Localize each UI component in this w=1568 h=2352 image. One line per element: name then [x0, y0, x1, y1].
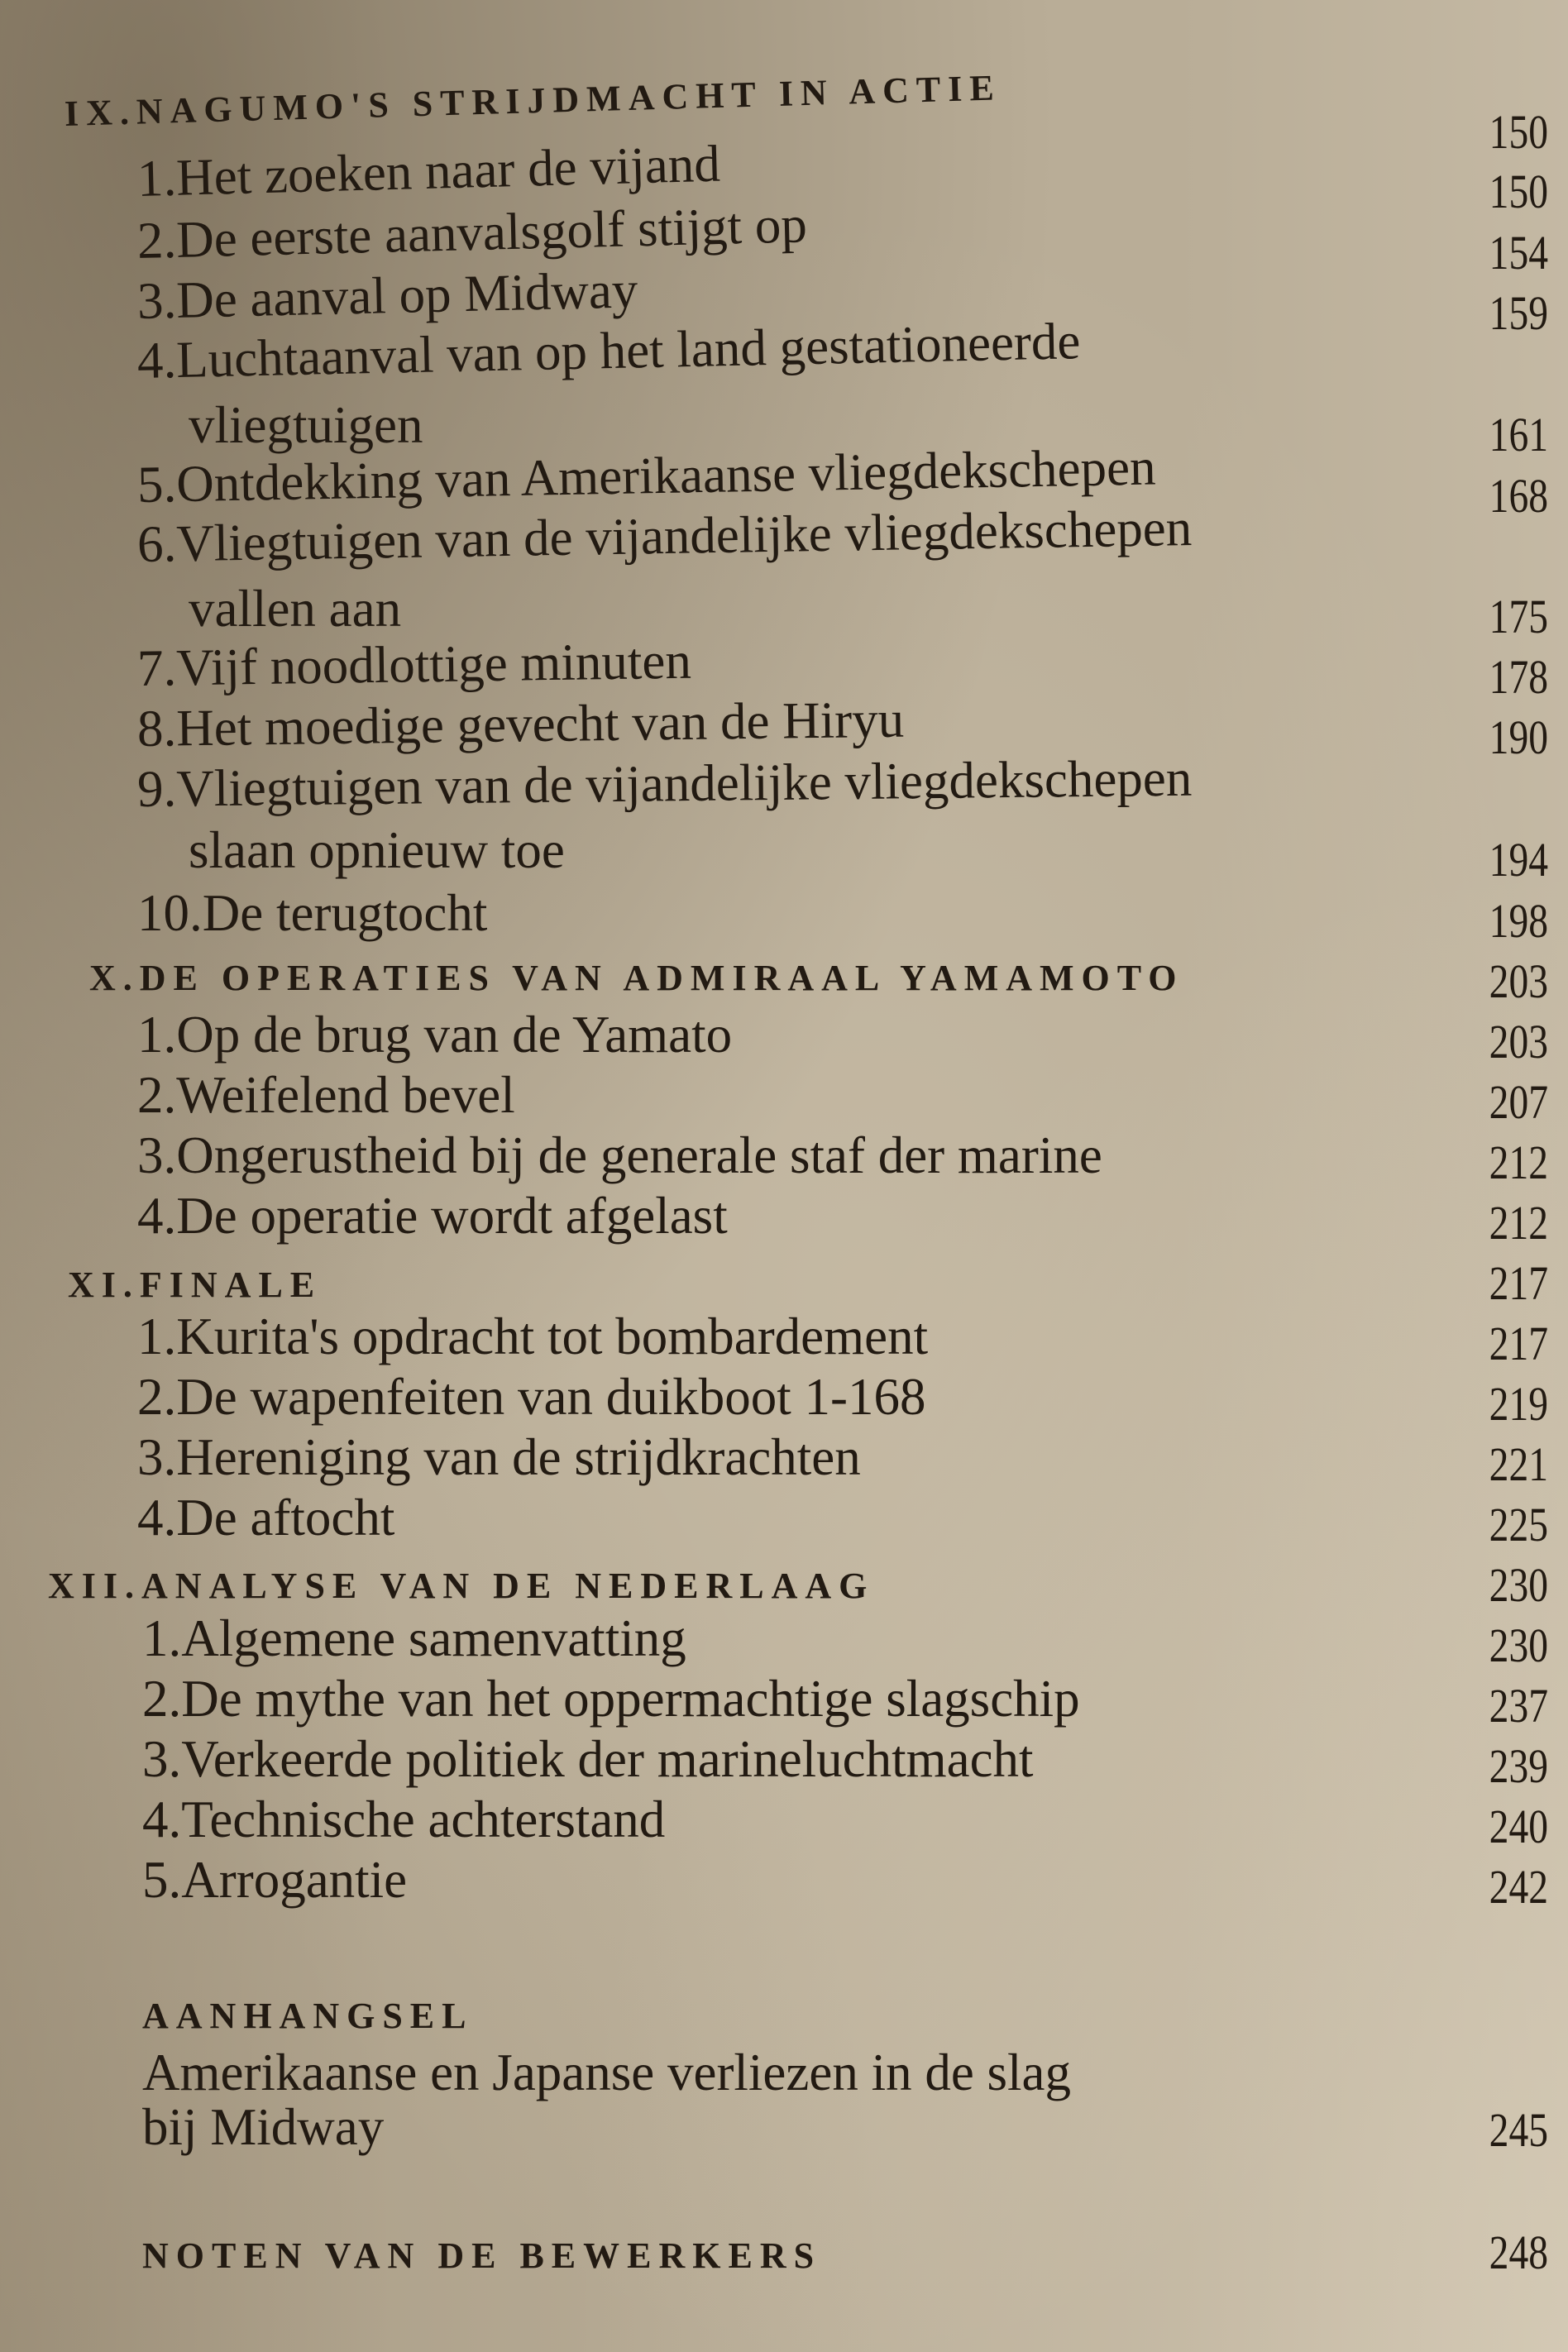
section-number: 5.: [142, 1851, 182, 1909]
section-entry: [137, 1427, 861, 1488]
page-number: 217: [1489, 1256, 1548, 1310]
chapter-heading: [68, 1264, 322, 1306]
section-number: 5.: [136, 455, 177, 514]
chapter-heading: [48, 1565, 874, 1607]
page-number: 219: [1489, 1377, 1548, 1431]
notes-title: NOTEN VAN DE BEWERKERS: [142, 2235, 822, 2276]
page-number: 178: [1489, 650, 1548, 704]
section-number: 3.: [137, 1126, 177, 1184]
section-number: 8.: [136, 699, 177, 758]
appendix-title: AANHANGSEL: [142, 1996, 474, 2036]
page-number: 221: [1489, 1437, 1548, 1491]
section-entry: [142, 1669, 1080, 1729]
section-entry: [137, 690, 905, 759]
section-title: Ongerustheid bij de generale staf der marine: [176, 1126, 1102, 1184]
page-number: 161: [1489, 408, 1548, 461]
section-entry: [142, 1609, 686, 1669]
section-title: De operatie wordt afgelast: [176, 1187, 728, 1245]
chapter-number: IX.: [64, 91, 137, 134]
section-entry: [137, 1367, 926, 1427]
page-number: 150: [1489, 165, 1548, 218]
page-number: 207: [1489, 1075, 1548, 1129]
page-number: 203: [1489, 1015, 1548, 1068]
section-entry: [136, 260, 638, 332]
section-title: Hereniging van de strijdkrachten: [176, 1428, 861, 1486]
page-number: 239: [1489, 1739, 1548, 1793]
appendix-heading: [142, 1995, 474, 2037]
chapter-title: FINALE: [139, 1264, 323, 1305]
section-entry: [137, 1126, 1102, 1186]
section-title: De terugtocht: [202, 884, 488, 942]
section-entry: [136, 134, 721, 209]
section-number: 4.: [136, 331, 177, 390]
section-entry: [142, 1790, 665, 1850]
section-number: 9.: [136, 759, 177, 818]
section-title: vallen aan: [189, 580, 402, 638]
appendix-entry-title: Amerikaanse en Japanse verliezen in de slag: [142, 2044, 1072, 2101]
section-entry: [137, 1488, 394, 1548]
section-title: Het zoeken naar de vijand: [175, 134, 721, 207]
section-continuation: [189, 395, 423, 456]
chapter-title: NAGUMO'S STRIJDMACHT IN ACTIE: [136, 67, 1002, 132]
page-number: 217: [1489, 1317, 1548, 1370]
section-entry: [137, 1307, 928, 1367]
section-title: Vijf noodlottige minuten: [175, 631, 692, 697]
page-number: 212: [1489, 1196, 1548, 1250]
section-number: 1.: [137, 1307, 177, 1365]
chapter-heading: [89, 957, 1184, 999]
section-entry: [142, 1729, 1034, 1790]
section-title: vliegtuigen: [189, 396, 423, 454]
section-number: 3.: [136, 270, 178, 330]
chapter-number: XI.: [68, 1264, 140, 1305]
chapter-title: DE OPERATIES VAN ADMIRAAL YAMAMOTO: [139, 958, 1184, 998]
section-title: De aftocht: [176, 1489, 395, 1546]
page-number: 194: [1489, 833, 1548, 887]
page-number: 198: [1489, 894, 1548, 948]
appendix-entry-title: bij Midway: [142, 2098, 385, 2156]
chapter-heading: [64, 66, 1002, 135]
section-number: 1.: [137, 1006, 177, 1064]
section-number: 7.: [136, 638, 177, 697]
section-number: 3.: [137, 1428, 177, 1486]
page-number: 168: [1489, 469, 1548, 523]
section-number: 10.: [137, 884, 203, 942]
page-number: 203: [1489, 954, 1548, 1008]
chapter-number: XII.: [48, 1566, 142, 1606]
section-continuation: [189, 820, 565, 881]
page-number: 230: [1489, 1618, 1548, 1672]
notes-heading: [142, 2235, 821, 2277]
section-title: Op de brug van de Yamato: [176, 1006, 733, 1064]
page-number: 159: [1489, 286, 1548, 340]
section-title: Technische achterstand: [181, 1790, 666, 1848]
page-number: 230: [1489, 1558, 1548, 1612]
page-number: 245: [1489, 2103, 1548, 2157]
section-title: Vliegtuigen van de vijandelijke vliegdekschepen: [175, 748, 1193, 818]
section-continuation: [189, 579, 401, 639]
chapter-number: X.: [89, 958, 140, 998]
section-entry: [137, 1065, 515, 1126]
section-number: 3.: [142, 1730, 182, 1788]
section-title: De aanval op Midway: [175, 261, 638, 329]
section-number: 1.: [142, 1609, 182, 1667]
page-number: 240: [1489, 1800, 1548, 1853]
section-title: Het moedige gevecht van de Hiryu: [175, 690, 905, 758]
section-number: 2.: [137, 1066, 177, 1124]
section-entry: [137, 1005, 732, 1065]
section-title: De mythe van het oppermachtige slagschip: [181, 1670, 1080, 1728]
page-number: 237: [1489, 1679, 1548, 1733]
chapter-title: ANALYSE VAN DE NEDERLAAG: [141, 1566, 875, 1606]
page-number: 175: [1489, 590, 1548, 643]
section-number: 2.: [136, 210, 178, 270]
section-title: De eerste aanvalsgolf stijgt op: [175, 195, 808, 269]
section-title: Kurita's opdracht tot bombardement: [176, 1307, 929, 1365]
section-entry: [137, 748, 1193, 820]
section-entry: [142, 1850, 407, 1910]
section-title: Verkeerde politiek der marineluchtmacht: [181, 1730, 1034, 1788]
section-title: Ontdekking van Amerikaanse vliegdekschepen: [175, 437, 1157, 514]
section-title: De wapenfeiten van duikboot 1-168: [176, 1368, 926, 1426]
section-entry: [136, 631, 691, 699]
section-entry: [137, 1186, 728, 1246]
section-title: Arrogantie: [181, 1851, 408, 1909]
page-number: 212: [1489, 1135, 1548, 1189]
section-number: 4.: [137, 1489, 177, 1546]
section-entry: [137, 883, 487, 944]
appendix-entry: [142, 2043, 1071, 2103]
page-number: 190: [1489, 710, 1548, 764]
section-number: 1.: [136, 148, 178, 208]
page-number: 242: [1489, 1860, 1548, 1914]
section-number: 6.: [136, 514, 177, 573]
section-number: 2.: [137, 1368, 177, 1426]
section-title: Weifelend bevel: [176, 1066, 515, 1124]
page-number: 154: [1489, 226, 1548, 280]
section-number: 4.: [137, 1187, 177, 1245]
page-number: 225: [1489, 1498, 1548, 1551]
section-title: Luchtaanval van op het land gestationeerde: [175, 312, 1082, 390]
appendix-entry: [142, 2097, 384, 2158]
section-title: Algemene samenvatting: [181, 1609, 686, 1667]
section-number: 2.: [142, 1670, 182, 1728]
section-number: 4.: [142, 1790, 182, 1848]
page-number: 248: [1489, 2225, 1548, 2279]
section-title: slaan opnieuw toe: [189, 821, 565, 879]
page-number: 150: [1489, 105, 1548, 159]
section-title: Vliegtuigen van de vijandelijke vliegdekschepen: [175, 498, 1193, 573]
